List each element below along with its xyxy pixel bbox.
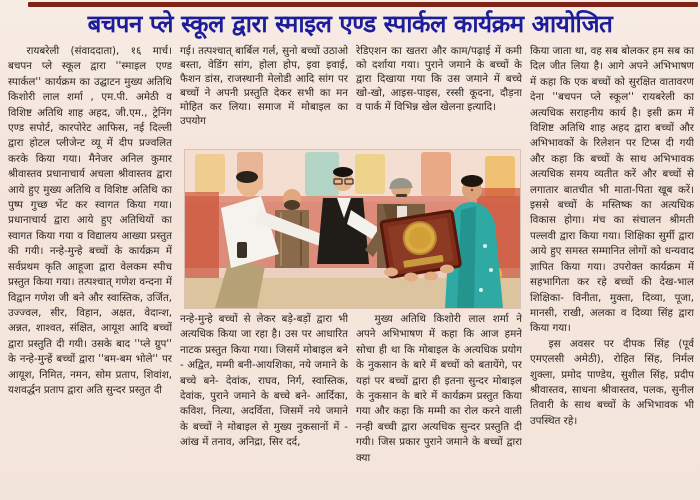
article-column-3-top	[356, 44, 522, 149]
paragraph: इस अवसर पर दीपक सिंह (पूर्व एमएलसी अमेठी), रोहित सिंह, निर्मल शुक्ला, प्रमोद पाण्डेय, सुशील सिंह, प्रदीप श्रीवास्तव, साधना श्रीवास्तव, पलक, सुनील तिवारी के साथ बच्चों के अभिभावक भी उपस्थित रहे।	[530, 337, 694, 427]
paragraph: मुख्य अतिथि किशोरी लाल शर्मा ने अपने अभिभाषण में कहा कि आज हमने सोचा ही था कि मोबाइल के अत्यधिक प्रयोग के नुकसान के बारे में बच्चों को बतायेंगे, पर यहां पर बच्चों द्वारा ही इतना सुन्दर मोबाइल के नुकसान के बारे में कार्यक्रम प्रस्तुत किया गया और कहा कि मम्मी का रोल करने वाली नन्ही बच्ची द्वारा अत्यधिक सुन्दर प्रस्तुति दी गयी। जिस प्रकार पुराने जमाने के बच्चों द्वारा क्या	[356, 313, 522, 464]
top-rule	[28, 2, 698, 7]
article-column-3-bottom	[356, 312, 522, 500]
article-column-2-top	[180, 44, 348, 149]
article-column-4	[530, 44, 694, 496]
paragraph: रेडिएशन का खतरा और काम/पढ़ाई में कमी को दर्शाया गया। पुराने जमाने के बच्चों के द्वारा दिखाया गया कि उस जमाने में बच्चे खो-खो, आइस-पाइस, रस्सी कूदना, दौड़ना व पार्क में विभिन्न खेल खेलना इत्यादि।	[356, 45, 522, 113]
article-column-2-bottom	[180, 312, 348, 498]
paragraph: गई। तत्पश्चात् बार्बिल गर्ल, सुनो बच्चों उठाओ बस्ता, वेडिंग सांग, होला होप, इवा इवाई, फैशन डांस, राजस्थानी मेलोडी आदि सांग पर बच्चों ने अपनी प्रस्तुति देकर सभी का मन मोहित कर लिया। समाज में मोबाइल का उपयोग	[180, 45, 348, 127]
article-column-1	[8, 44, 172, 496]
paragraph: किया जाता था, वह सब बोलकर हम सब का दिल जीत लिया है। आगे अपने अभिभाषण में कहा कि एक बच्चों को सुरक्षित वातावरण देना ''बचपन प्ले स्कूल'' रायबरेली का अत्यधिक सराहनीय कार्य है। इसी क्रम में विशिष्ट अतिथि शाह अहद द्वारा बच्चों और अभिभावकों के रिलेशन पर टिप्स दी गयी और कहा कि बच्चों के साथ अभिभावक अत्यधिक समय व्यतीत करें और बच्चों से लगातार बातचीत भी माता-पिता खूब करें। इससे बच्चों के मस्तिष्क का अत्यधिक विकास होगा। मंच का संचालन श्रीमती पल्लवी द्वारा किया गया। शिक्षिका सुर्मी द्वारा आये हुए समस्त सम्मानित लोगों को धन्यवाद ज्ञापित किया गया। उपरोक्त कार्यक्रम में सहभागिता कर रहे बच्चों की देख-भाल शिक्षिका- विनीता, मुक्ता, दिव्या, पूजा, मानसी, राखी, अलका व दिव्या सिंह द्वारा किया गया।	[530, 45, 694, 335]
paragraph: रायबरेली (संवाददाता), १६ मार्च। बचपन प्ले स्कूल द्वारा ''स्माइल एण्ड स्पार्कल'' कार्यक्रम का उद्घाटन मुख्य अतिथि किशोरी लाल शर्मा , एम.पी. अमेठी व विशिष्ट अतिथि शाह अहद, जी.एम., ट्रेनिंग एण्ड सपोर्ट, कारपोरेट आफिस, नई दिल्ली द्वारा होटल प्लीजेन्ट व्यू में दीप प्रज्वलित करके किया गया। मैनेजर अनिल कुमार श्रीवास्तव प्रधानाचार्य अचला श्रीवास्तव द्वारा आये हुए मुख्य अतिथि व विशिष्ट अतिथि का पुष्प गुच्छ भेंट कर स्वागत किया गया। प्रधानाचार्य द्वारा आये हुए अतिथियों का स्वागत किया गया व विद्यालय आख्या प्रस्तुत की गयी। नन्हे-मुन्हे बच्चों के कार्यक्रम में सर्वप्रथम कृति आहूजा द्वारा वेलकम स्पीच प्रस्तुत किया गया। तत्पश्चात् गणेश वन्दना में विद्वान गणेश जी बने और स्वास्तिक, उर्जित, उज्ज्वल, सीर, विहान, अक्षत, वेदान्श, अन्नत, शाश्वत, संक्षित, आयूश आदि बच्चों द्वारा प्रस्तुति दी गयी। उसके बाद ''प्ले ग्रुप'' के नन्हे-मुन्हें बच्चों द्वारा ''बम-बम भोले'' पर आयूश, निमित, नमन, सोम प्रताप, शिवांश, यशवर्द्धन प्रताप द्वारा अति सुन्दर प्रस्तुत दी	[8, 45, 172, 396]
event-photo	[185, 150, 520, 308]
headline: बचपन प्ले स्कूल द्वारा स्माइल एण्ड स्पार्कल कार्यक्रम आयोजित	[87, 10, 613, 38]
event-photo-illustration	[185, 150, 520, 308]
paragraph: नन्हे-मुन्हे बच्चों से लेकर बड़े-बड़ों द्वारा भी अत्यधिक किया जा रहा है। उस पर आधारित नाटक प्रस्तुत किया गया। जिसमें मोबाइल बने - अद्वित, मम्मी बनी-आयशिका, नये जमाने के बच्चे बने- देवांक, राघव, निर्ग, स्वास्तिक, देवांक, पुराने जमाने के बच्चे बने- आर्दिका, कविश, नित्या, अदर्विता, जिसमें नये जमाने के बच्चों ने मोबाइल से मुख्य नुकसानों में - आंख में तनाव, अनिद्रा, सिर दर्द,	[180, 313, 348, 449]
